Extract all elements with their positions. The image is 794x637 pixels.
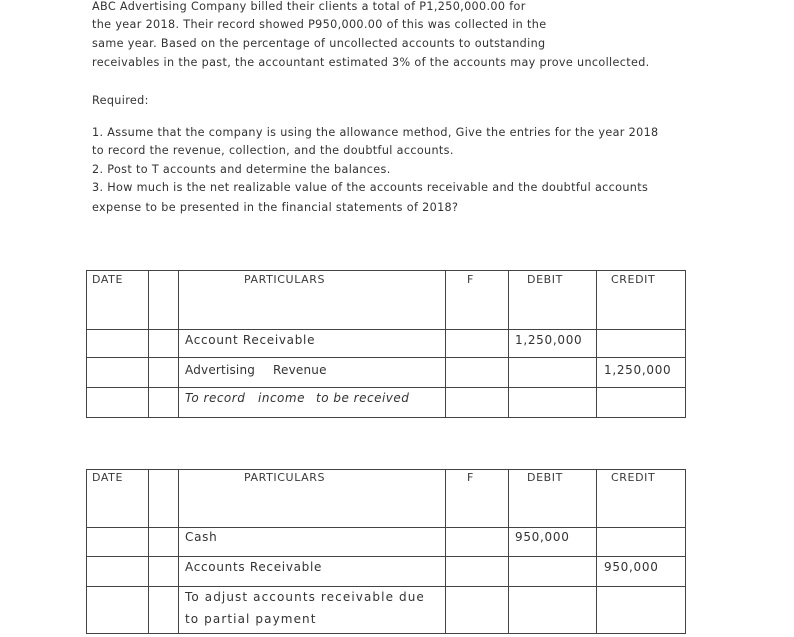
entry-revenue: Revenue [273, 363, 327, 377]
required-item-1: 1. Assume that the company is using the allowance method, Give the entries for the year 2018 [92, 126, 659, 139]
required-item-2: 2. Post to T accounts and determine the balances. [92, 163, 391, 176]
problem-line-4: receivables in the past, the accountant estimated 3% of the accounts may prove uncollected. [92, 56, 650, 69]
entry-credit-amount: 950,000 [604, 560, 659, 574]
entry-cash: Cash [185, 530, 218, 544]
entry-debit-amount: 950,000 [515, 530, 570, 544]
required-item-3-cont: expense to be presented in the financial statements of 2018? [92, 201, 459, 214]
header-credit: CREDIT [611, 471, 656, 484]
entry-accounts-receivable: Accounts Receivable [185, 560, 323, 574]
required-item-1-cont: to record the revenue, collection, and the doubtful accounts. [92, 144, 454, 157]
narration-part-2: income [258, 391, 305, 405]
header-credit: CREDIT [611, 273, 656, 286]
problem-line-3: same year. Based on the percentage of uncollected accounts to outstanding [92, 37, 546, 50]
header-date: DATE [92, 273, 124, 286]
required-item-3: 3. How much is the net realizable value of the accounts receivable and the doubtful accounts [92, 181, 649, 194]
problem-line-1: ABC Advertising Company billed their clients a total of P1,250,000.00 for [92, 0, 526, 13]
header-particulars: PARTICULARS [244, 471, 326, 484]
entry-account-receivable: Account Receivable [185, 333, 316, 347]
header-debit: DEBIT [527, 273, 563, 286]
header-debit: DEBIT [527, 471, 563, 484]
required-label: Required: [92, 94, 149, 107]
header-date: DATE [92, 471, 124, 484]
entry-advertising: Advertising [185, 363, 256, 377]
narration-part-3: to be received [316, 391, 410, 405]
narration-line-2: to partial payment [185, 612, 317, 626]
narration-line-1: To adjust accounts receivable due [185, 590, 425, 604]
narration-part-1: To record [185, 391, 246, 405]
entry-credit-amount: 1,250,000 [604, 363, 672, 377]
problem-line-2: the year 2018. Their record showed P950,000.00 of this was collected in the [92, 18, 547, 31]
header-f: F [467, 273, 474, 286]
entry-debit-amount: 1,250,000 [515, 333, 583, 347]
header-f: F [467, 471, 474, 484]
header-particulars: PARTICULARS [244, 273, 326, 286]
